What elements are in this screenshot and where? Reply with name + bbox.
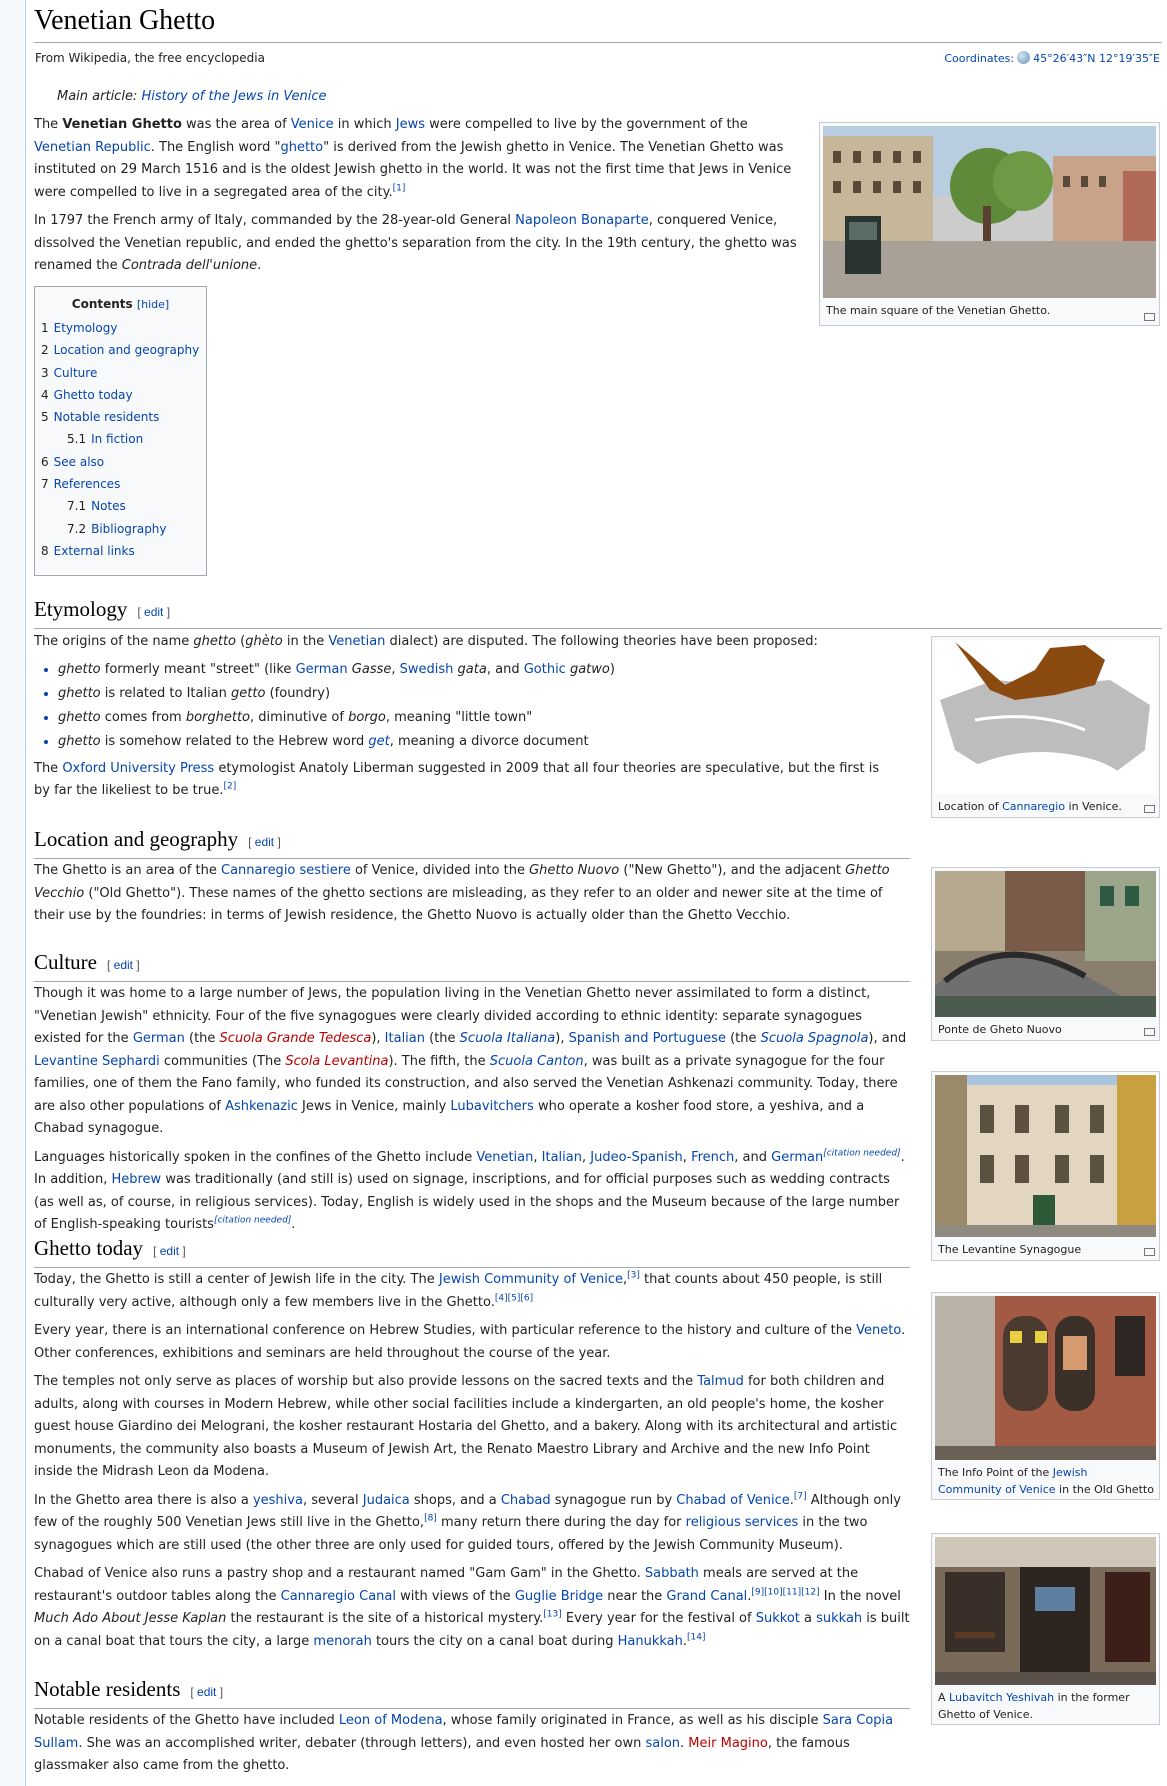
toc-item[interactable] [41, 540, 200, 562]
text: that counts about 450 people, is still culturally very active, although only a few members live in the Ghetto. [34, 1272, 883, 1310]
text: meals are served at the restaurant's outdoor tables along the [34, 1566, 859, 1604]
etymology-body [34, 631, 894, 803]
text: for both children and adults, along with courses in Modern Hebrew, while other social facilities include a kindergarten, an old people's home, the kosher guest house Giardino dei Melograni, the kosher restaurant Hostaria del Ghetto, and a bakery. Along with its architectural and artistic monuments, the community also boasts a Museum of Jewish Art, the Renato Maestro Library and Archive and the new Info Point inside the Midrash Leon da Modena. [34, 1374, 898, 1479]
yeshivah-photo [935, 1537, 1156, 1685]
heading-text: Ghetto today [34, 1236, 144, 1260]
toc-item-link[interactable]: Notes [91, 499, 126, 514]
toc-item-link[interactable]: Notable residents [53, 410, 160, 425]
heading-culture [34, 948, 910, 982]
edit-link-text[interactable]: edit [144, 605, 164, 619]
text: , several [302, 1492, 363, 1508]
link-hebrew[interactable]: Hebrew [111, 1172, 162, 1187]
toc-item-number: 1 [41, 321, 49, 335]
text: . [789, 1492, 794, 1508]
list-item [58, 730, 894, 754]
edit-link-text[interactable]: edit [254, 835, 275, 849]
link-gothic[interactable]: Gothic [523, 661, 566, 677]
toc-item[interactable] [41, 518, 200, 540]
italic-term: borghetto [185, 709, 251, 725]
text: (the [184, 1031, 220, 1046]
heading-text: Notable residents [34, 1677, 181, 1701]
italic-term: ghetto [193, 634, 236, 649]
text: The [34, 117, 63, 132]
hatnote [57, 89, 326, 104]
coordinates-value[interactable]: 45°26′43″N 12°19′35″E [1033, 52, 1160, 65]
edit-link-text[interactable]: edit [113, 958, 134, 972]
text: the restaurant is the site of a historical mystery. [226, 1611, 544, 1626]
text: synagogue run by [550, 1492, 677, 1508]
link-napoleon[interactable]: Napoleon Bonaparte [515, 213, 649, 228]
text: in the [282, 634, 329, 649]
link-cannaregio-canal[interactable]: Cannaregio Canal [280, 1588, 396, 1604]
cannaregio-map [935, 640, 1156, 794]
link-scuola-spagnola[interactable]: Scuola Spagnola [760, 1031, 869, 1046]
text: . The English word " [150, 139, 281, 155]
citation[interactable]: [1] [392, 183, 406, 194]
heading-etymology [34, 595, 1162, 629]
synagogue-image[interactable] [935, 1075, 1156, 1237]
list-item [58, 682, 894, 706]
yeshivah-caption [935, 1685, 1156, 1725]
bridge-caption: Ponte de Gheto Nuovo [938, 1023, 1062, 1036]
text: ( [236, 634, 246, 649]
text: The [34, 760, 63, 776]
citation[interactable]: [9][10][11][12] [751, 1587, 820, 1598]
text: etymologist Anatoly Liberman suggested in 2009 that all four theories are speculative, but the first is by far the likeliest to be true. [34, 760, 880, 798]
synagogue-photo [935, 1075, 1156, 1237]
italic-term: Contrada dell'unione [121, 258, 258, 273]
text: , meaning "little town" [385, 709, 533, 725]
text: is built on a canal boat that tours the city, a large [34, 1611, 910, 1649]
text: in Venice. [1065, 800, 1122, 813]
toc-list [41, 317, 200, 562]
text: . She was an accomplished writer, debater (through letters), and even hosted her own [78, 1735, 646, 1751]
list-item [58, 706, 894, 730]
toc-item[interactable] [41, 451, 200, 473]
text: Every year for the festival of [561, 1611, 756, 1626]
bold-term: Venetian Ghetto [62, 117, 182, 132]
page-title: Venetian Ghetto [34, 2, 1162, 43]
italic-term: Much Ado About Jesse Kaplan [34, 1611, 227, 1626]
residents-p1 [34, 1710, 910, 1778]
link-jewish-community-venice[interactable]: Jewish Community of Venice [938, 1466, 1088, 1496]
italic-term: Ghetto Nuovo [529, 863, 620, 878]
text: Though it was home to a large number of Jews, the population living in the Venetian Ghetto never assimilated to form a distinct, "Venetian Jewish" ethnicity. Four of the five synagogues were clearly divided according to ethnic identity: separate synagogues existed for the [34, 986, 871, 1046]
location-p1 [34, 860, 904, 928]
figure-yeshivah [931, 1533, 1160, 1725]
text: (foundry) [265, 685, 331, 701]
text: . [682, 1633, 688, 1649]
toc-item[interactable] [41, 428, 200, 450]
link-scuola-canton[interactable]: Scuola Canton [489, 1053, 584, 1069]
map-image[interactable] [935, 640, 1156, 794]
toc-item[interactable] [41, 473, 200, 495]
toc-item-number: 7 [41, 477, 49, 492]
info-point-image[interactable] [935, 1296, 1156, 1460]
text: Location of [938, 800, 1003, 813]
toc-item-number: 5 [41, 410, 49, 425]
link-spanish-portuguese[interactable]: Spanish and Portuguese [568, 1031, 726, 1046]
today-p5 [34, 1563, 910, 1653]
heading-text: Location and geography [34, 827, 239, 851]
citation[interactable]: [3] [627, 1270, 640, 1281]
link-grand-canal[interactable]: Grand Canal [666, 1588, 748, 1604]
text: Although only few of the roughly 500 Venetian Jews still live in the Ghetto, [34, 1492, 901, 1530]
edit-link[interactable]: [ edit ] [107, 958, 140, 972]
text: , whose family originated in France, as well as his disciple [442, 1713, 823, 1728]
link-talmud[interactable]: Talmud [697, 1374, 744, 1389]
text: Notable residents of the Ghetto have included [34, 1713, 339, 1728]
text: shops, and a [409, 1492, 501, 1508]
intro-paragraph-1 [34, 114, 799, 204]
toc-item-link[interactable]: Ghetto today [53, 387, 133, 402]
heading-location [34, 825, 910, 859]
link-menorah[interactable]: menorah [313, 1633, 372, 1649]
culture-body [34, 983, 910, 1237]
edit-link[interactable]: [ edit ] [153, 1244, 186, 1258]
text: was traditionally (and still is) used on signage, inscriptions, and for official purposes such as wedding contracts (as well as, of course, in religious services). Today, English is widely used in the shops and the Museum because of the large number of English-speaking tourists [34, 1172, 900, 1232]
text: , [391, 661, 400, 677]
link-chabad-of-venice[interactable]: Chabad of Venice [676, 1492, 790, 1508]
text: Chabad of Venice also runs a pastry shop and a restaurant named "Gam Gam" in the Ghetto. [34, 1566, 645, 1581]
redlink-scola-levantina[interactable]: Scola Levantina [285, 1053, 389, 1069]
text: in the Old Ghetto [1055, 1483, 1154, 1496]
text: In the novel [819, 1588, 901, 1604]
text: The Info Point of the [938, 1466, 1053, 1479]
text: The origins of the name [34, 634, 194, 649]
toc-item-number: 8 [41, 543, 49, 558]
text: communities (The [159, 1053, 286, 1069]
enlarge-icon[interactable] [1144, 1028, 1155, 1036]
text: , and [486, 661, 524, 677]
bridge-photo [935, 871, 1156, 1017]
citation[interactable]: [14] [687, 1632, 706, 1643]
hatnote-prefix: Main article: [57, 89, 142, 104]
main-square-photo [823, 126, 1156, 298]
bridge-image[interactable] [935, 871, 1156, 1017]
edit-link-text[interactable]: edit [159, 1244, 180, 1258]
link-italian[interactable]: Italian [541, 1149, 582, 1165]
link-venetian-republic[interactable]: Venetian Republic [34, 139, 151, 155]
citation[interactable]: [4][5][6] [494, 1293, 534, 1304]
toc-item-number: 5.1 [67, 432, 87, 447]
text: . [257, 258, 262, 273]
text: , diminutive of [250, 709, 349, 725]
text: were compelled to live by the government of the [425, 117, 748, 132]
tagline: From Wikipedia, the free encyclopedia [35, 51, 265, 65]
main-square-caption: The main square of the Venetian Ghetto. [826, 304, 1051, 317]
today-body [34, 1269, 910, 1653]
link-sestiere[interactable]: sestiere [299, 863, 351, 878]
link-judeo-spanish[interactable]: Judeo-Spanish [590, 1149, 683, 1165]
toc-item-number: 7.1 [67, 499, 87, 514]
link-swedish[interactable]: Swedish [399, 661, 454, 677]
text: , [682, 1149, 692, 1165]
text: in the former Ghetto of Venice. [938, 1691, 1130, 1721]
link-veneto[interactable]: Veneto [856, 1323, 902, 1338]
heading-notable-residents [34, 1675, 910, 1709]
toc-title [41, 297, 200, 311]
culture-p1 [34, 983, 910, 1141]
italic-term: ghetto [58, 661, 101, 677]
text: , the famous glassmaker also came from the ghetto. [34, 1735, 850, 1773]
enlarge-icon[interactable] [1144, 1248, 1155, 1256]
redlink-meir-magino[interactable]: Meir Magino [688, 1735, 768, 1751]
italic-term: borgo [348, 709, 386, 725]
text: of Venice, divided into the [350, 863, 530, 878]
today-p2 [34, 1320, 910, 1365]
info-point-photo [935, 1296, 1156, 1460]
link-sara-copia-sullam[interactable]: Sara Copia Sullam [34, 1713, 894, 1751]
toc-item[interactable] [41, 317, 200, 339]
link-levantine-sephardi[interactable]: Levantine Sephardi [34, 1053, 160, 1069]
link-yeshivah[interactable]: Yeshivah [1006, 1691, 1055, 1704]
citation[interactable]: [13] [543, 1609, 562, 1620]
text: In 1797 the French army of Italy, commanded by the 28-year-old General [34, 213, 516, 228]
intro-p2 [34, 210, 799, 278]
text: , [623, 1272, 628, 1287]
link-chabad[interactable]: Chabad [500, 1492, 551, 1508]
link-sabbath[interactable]: Sabbath [644, 1566, 699, 1581]
figure-info-point [931, 1292, 1160, 1500]
citation-needed[interactable]: [citation needed] [823, 1148, 901, 1159]
main-square-image[interactable] [823, 126, 1156, 298]
link-oup[interactable]: Oxford University Press [62, 760, 215, 776]
italic-term: gata [457, 661, 487, 677]
italic-term: ghetto [58, 709, 101, 725]
text: , was built as a private synagogue for the four families, one of them the Fano family, who funded its construction, and also served the Venetian Ashkenazi community. Today, there are also other populations of [34, 1053, 898, 1114]
text: . [747, 1588, 752, 1604]
toc-item[interactable] [41, 384, 200, 406]
link-lubavitch[interactable]: Lubavitch [949, 1691, 1003, 1704]
intro-paragraph-2 [34, 210, 799, 278]
toc-item-link[interactable]: References [53, 477, 121, 492]
text: , and [734, 1149, 772, 1165]
residents-body [34, 1710, 910, 1778]
redlink-scuola-grande-tedesca[interactable]: Scuola Grande Tedesca [219, 1031, 372, 1046]
toc-item-number: 4 [41, 387, 49, 402]
text: (the [425, 1031, 460, 1046]
link-get[interactable]: get [368, 733, 390, 749]
text: many return there during the day for [436, 1515, 686, 1530]
location-body [34, 860, 904, 928]
text: Today, the Ghetto is still a center of Jewish life in the city. The [34, 1272, 439, 1287]
sidebar-edge [0, 0, 26, 1786]
text: a [799, 1611, 817, 1626]
citation-needed[interactable]: [citation needed] [213, 1215, 292, 1226]
italic-term: gatwo [569, 661, 610, 677]
globe-icon[interactable] [1017, 51, 1030, 64]
link-venetian[interactable]: Venetian [328, 634, 386, 649]
link-sukkah[interactable]: sukkah [816, 1611, 863, 1626]
figure-main-square [819, 122, 1160, 326]
text: ), [555, 1031, 569, 1046]
toc-item[interactable] [41, 339, 200, 361]
figure-synagogue [931, 1071, 1160, 1261]
culture-p2 [34, 1147, 910, 1237]
toc-item[interactable] [41, 406, 200, 428]
citation[interactable]: [7] [793, 1491, 807, 1502]
toc-item-link[interactable]: Culture [53, 365, 98, 380]
toc-item[interactable] [41, 362, 200, 384]
text: , conquered Venice, dissolved the Venetian republic, and ended the ghetto's separation from the city. In the 19th century, the ghetto was renamed the [34, 213, 797, 273]
enlarge-icon[interactable] [1144, 313, 1155, 321]
text: ), and [868, 1031, 907, 1046]
link-venetian[interactable]: Venetian [476, 1149, 534, 1165]
text: in which [333, 117, 396, 132]
enlarge-icon[interactable] [1144, 805, 1155, 813]
text: Every year, there is an international conference on Hebrew Studies, with particular reference to the history and culture of the [34, 1323, 857, 1338]
heading-text: Etymology [34, 597, 128, 621]
text: Languages historically spoken in the confines of the Ghetto include [34, 1149, 477, 1165]
text: The Ghetto is an area of the [34, 863, 222, 878]
text: ). The fifth, the [388, 1053, 490, 1069]
etymology-p2 [34, 758, 894, 803]
etymology-theories [34, 658, 894, 754]
link-scuola-italiana[interactable]: Scuola Italiana [459, 1031, 556, 1046]
link-jews[interactable]: Jews [395, 117, 426, 132]
toc-item-number: 2 [41, 343, 49, 358]
toc-item-link[interactable]: See also [53, 454, 105, 469]
link-ghetto[interactable]: ghetto [280, 139, 324, 155]
text: is related to Italian [100, 685, 232, 701]
text: A [938, 1691, 950, 1704]
italic-term: ghetto [58, 733, 101, 749]
toc-item-link[interactable]: Location and geography [53, 343, 200, 358]
link-leon-of-modena[interactable]: Leon of Modena [338, 1713, 443, 1728]
text: dialect) are disputed. The following theories have been proposed: [385, 634, 818, 649]
text: " is derived from the Jewish ghetto in Venice. The Venetian Ghetto was instituted on 29 March 1516 and is the oldest Jewish ghetto in the world. It was not the first time that Jews in Venice were compelled to live in a segregated area of the city. [34, 139, 792, 200]
text: is somehow related to the Hebrew word [100, 733, 369, 749]
toc-hide-toggle[interactable]: [hide] [136, 298, 170, 311]
intro-p1 [34, 114, 799, 204]
link-lubavitchers[interactable]: Lubavitchers [450, 1098, 534, 1114]
toc-item-link[interactable]: Etymology [53, 321, 118, 335]
link-ashkenazic[interactable]: Ashkenazic [225, 1098, 298, 1114]
today-p4 [34, 1490, 910, 1558]
italic-term: Gasse [351, 661, 392, 677]
citation[interactable]: [2] [223, 781, 237, 792]
toc-item-number: 6 [41, 454, 49, 469]
edit-link-text[interactable]: edit [197, 1685, 217, 1699]
italic-term: ghetto [58, 685, 101, 701]
figure-bridge [931, 867, 1160, 1041]
list-item [58, 658, 894, 682]
link-judaica[interactable]: Judaica [362, 1492, 410, 1508]
text: near the [603, 1588, 667, 1604]
link-hanukkah[interactable]: Hanukkah [617, 1633, 683, 1649]
info-point-caption [935, 1460, 1156, 1500]
link-jewish-community-venice[interactable]: Jewish Community of Venice [438, 1272, 624, 1287]
text: Jews in Venice, mainly [297, 1098, 451, 1114]
toc-item-link[interactable]: External links [53, 543, 135, 558]
edit-link[interactable]: [ edit ] [137, 605, 171, 619]
text: ("New Ghetto"), and the adjacent [619, 863, 846, 878]
text: in the two synagogues which are still used (the other three are only used for guided tours, offered by the Jewish Community Museum). [34, 1515, 868, 1553]
text: with views of the [396, 1588, 515, 1604]
text: . Other conferences, exhibitions and seminars are held throughout the course of the year. [34, 1323, 906, 1361]
hatnote-link[interactable]: History of the Jews in Venice [141, 89, 327, 104]
text: formerly meant "street" (like [100, 661, 296, 677]
citation[interactable]: [8] [424, 1513, 437, 1524]
toc-title-text: Contents [71, 297, 133, 311]
etymology-p1 [34, 631, 894, 654]
table-of-contents [34, 286, 207, 576]
text: In the Ghetto area there is also a [34, 1492, 253, 1508]
italic-term: getto [231, 685, 266, 701]
text: who operate a kosher food store, a yeshiva, and a Chabad synagogue. [34, 1098, 865, 1136]
text: ) [609, 661, 615, 677]
text: . In addition, [34, 1149, 905, 1187]
text: was the area of [181, 117, 291, 132]
today-p3 [34, 1371, 910, 1484]
link-guglie-bridge[interactable]: Guglie Bridge [514, 1588, 604, 1604]
today-p1 [34, 1269, 910, 1314]
edit-link[interactable]: [ edit ] [248, 835, 281, 849]
heading-ghetto-today [34, 1234, 910, 1268]
toc-item-link[interactable]: In fiction [91, 432, 144, 447]
italic-term: ghèto [245, 634, 283, 649]
italic-term: Ghetto Vecchio [34, 863, 890, 901]
coordinates [944, 51, 1160, 65]
link-cannaregio[interactable]: Cannaregio [1002, 800, 1066, 813]
link-religious-services[interactable]: religious services [685, 1515, 799, 1530]
toc-item[interactable] [41, 495, 200, 517]
coordinates-label[interactable]: Coordinates: [944, 52, 1015, 65]
edit-link[interactable]: [ edit ] [190, 1685, 224, 1699]
link-sukkot[interactable]: Sukkot [755, 1611, 800, 1626]
toc-item-number: 7.2 [67, 521, 87, 536]
yeshivah-image[interactable] [935, 1537, 1156, 1685]
link-german[interactable]: German [771, 1149, 824, 1165]
heading-text: Culture [34, 950, 97, 974]
text: , [581, 1149, 591, 1165]
text: , [533, 1149, 542, 1165]
link-french[interactable]: French [691, 1149, 735, 1165]
toc-item-link[interactable]: Bibliography [91, 521, 167, 536]
toc-item-number: 3 [41, 365, 49, 380]
text: (the [725, 1031, 761, 1046]
text: . [291, 1217, 296, 1232]
figure-map [931, 636, 1160, 818]
link-venice[interactable]: Venice [290, 117, 334, 132]
map-caption [935, 794, 1156, 817]
text: ), [371, 1031, 385, 1046]
text: tours the city on a canal boat during [371, 1633, 618, 1649]
text: . [680, 1735, 689, 1751]
link-italian[interactable]: Italian [384, 1031, 425, 1046]
link-cannaregio[interactable]: Cannaregio [221, 863, 296, 878]
text: , meaning a divorce document [389, 733, 589, 749]
link-german[interactable]: German [132, 1031, 185, 1046]
text: comes from [100, 709, 186, 725]
text: The temples not only serve as places of worship but also provide lessons on the sacred texts and the [34, 1374, 698, 1389]
link-yeshiva[interactable]: yeshiva [252, 1492, 303, 1508]
synagogue-caption: The Levantine Synagogue [938, 1243, 1082, 1256]
link-german[interactable]: German [295, 661, 348, 677]
link-salon[interactable]: salon [645, 1735, 681, 1751]
text: ("Old Ghetto"). These names of the ghetto sections are misleading, as they refer to an older and newer site at the time of their use by the foundries: in terms of Jewish residence, the Ghetto Nuovo is actually older than the Ghetto Vecchio. [34, 885, 883, 923]
